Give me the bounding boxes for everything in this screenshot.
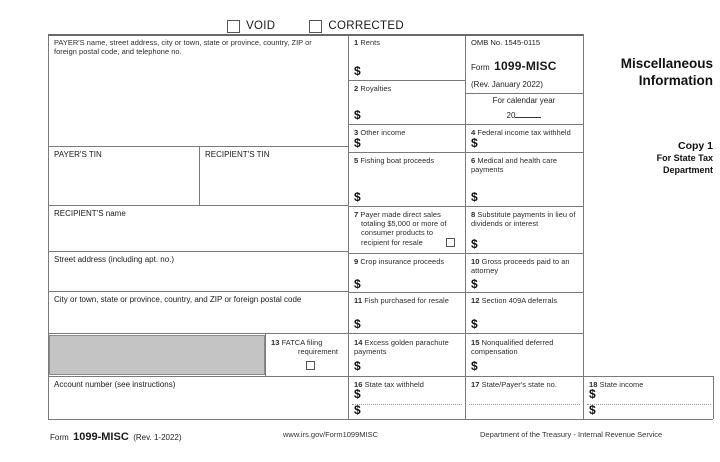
omb-number-label: OMB No. 1545-0115 [471, 38, 541, 47]
page-title [590, 55, 713, 89]
box-7-line-3: consumer products to [361, 228, 434, 238]
box-3-dollar-sign: $ [354, 136, 361, 150]
calendar-year-blank[interactable] [515, 109, 541, 118]
box-9-label: Crop insurance proceeds [360, 257, 445, 266]
void-checkbox[interactable] [227, 20, 240, 33]
box-10-gross-proceeds-attorney[interactable] [466, 254, 582, 292]
box-1-number: 1 [354, 38, 359, 47]
recipient-tin-label: RECIPIENT'S TIN [205, 150, 270, 159]
box-16-dollar-sign-1: $ [354, 387, 361, 401]
box-1-label: Rents [360, 38, 380, 47]
box-11-label: Fish purchased for resale [364, 296, 449, 305]
box-18-number: 18 [589, 380, 598, 389]
box-13-fatca-filing-requirement[interactable] [266, 335, 347, 375]
box-3-other-income[interactable] [349, 125, 464, 152]
box-16-number: 16 [354, 380, 363, 389]
box-15-dollar-sign: $ [471, 359, 478, 373]
box-5-fishing-boat-proceeds[interactable] [349, 153, 464, 205]
box-13-line-1: FATCA filing [281, 338, 323, 347]
form-word-label: Form [471, 63, 490, 72]
box-4-label: Federal income tax withheld [477, 128, 571, 137]
box-10-label: Gross proceeds paid to an attorney [471, 257, 570, 276]
omb-number-block [466, 35, 582, 55]
calendar-year-label: For calendar year [492, 96, 556, 105]
box-17-state-payer-state-no[interactable] [466, 377, 582, 419]
box-12-dollar-sign: $ [471, 317, 478, 331]
box-12-section-409a-deferrals[interactable] [466, 293, 582, 333]
box-18-state-income[interactable] [584, 377, 713, 419]
box-7-line-4: recipient for resale [361, 237, 423, 247]
copy-designation [590, 140, 713, 176]
payer-info-label: PAYER'S name, street address, city or town, state or province, country, ZIP or foreign postal code, and telephone no. [54, 38, 312, 57]
box-6-dollar-sign: $ [471, 190, 478, 204]
form-number-block [466, 57, 582, 87]
grid-line-city-bottom [48, 333, 348, 334]
box-17-divider [469, 404, 580, 405]
title-line-1: Miscellaneous [620, 56, 713, 71]
box-11-number: 11 [354, 296, 363, 305]
title-line-2: Information [638, 73, 713, 88]
account-number-field[interactable] [49, 377, 347, 419]
recipient-tin-field[interactable] [200, 147, 347, 204]
box-16-divider [352, 404, 462, 405]
box-17-label: State/Payer's state no. [481, 380, 557, 389]
box-15-nonqualified-deferred-compensation[interactable] [466, 335, 582, 375]
grid-divider-col3 [583, 34, 584, 419]
box-18-label: State income [599, 380, 644, 389]
box-7-line-2: totaling $5,000 or more of [361, 219, 447, 229]
box-1-dollar-sign: $ [354, 64, 361, 78]
box-8-number: 8 [471, 210, 476, 219]
grid-line-bottom [48, 419, 713, 420]
box-8-substitute-payments[interactable] [466, 207, 582, 252]
copy-sub-line-1: For State Tax [656, 153, 713, 163]
box-11-fish-purchased-for-resale[interactable] [349, 293, 464, 333]
box-4-federal-income-tax-withheld[interactable] [466, 125, 582, 152]
box-2-dollar-sign: $ [354, 108, 361, 122]
recipient-name-field[interactable] [49, 206, 347, 250]
payer-tin-label: PAYER'S TIN [54, 150, 102, 159]
box-3-label: Other income [360, 128, 406, 137]
shaded-reserved-area [49, 335, 265, 375]
box-18-dollar-sign-1: $ [589, 387, 596, 401]
city-state-zip-label: City or town, state or province, country, and ZIP or foreign postal code [54, 295, 302, 304]
footer-form-identifier [50, 427, 182, 445]
box-8-dollar-sign: $ [471, 237, 478, 251]
street-address-field[interactable] [49, 252, 347, 290]
form-number-label: 1099-MISC [494, 59, 557, 73]
corrected-checkbox-group[interactable] [309, 20, 404, 33]
footer-department-label: Department of the Treasury - Internal Revenue Service [480, 430, 663, 439]
box-2-number: 2 [354, 84, 359, 93]
recipient-name-label: RECIPIENT'S name [54, 209, 126, 218]
corrected-checkbox[interactable] [309, 20, 322, 33]
payer-tin-field[interactable] [49, 147, 199, 204]
box-15-number: 15 [471, 338, 480, 347]
void-label: VOID [246, 20, 276, 32]
box-1-rents[interactable] [349, 35, 464, 79]
box-4-number: 4 [471, 128, 476, 137]
footer-website-link[interactable]: www.irs.gov/Form1099MISC [283, 430, 379, 439]
box-5-label: Fishing boat proceeds [360, 156, 435, 165]
box-9-dollar-sign: $ [354, 277, 361, 291]
box-6-label: Medical and health care payments [471, 156, 558, 175]
box-16-label: State tax withheld [364, 380, 424, 389]
grid-line-omb-bottom [465, 93, 583, 94]
payer-info-block[interactable] [49, 35, 347, 145]
footer-form-word: Form [50, 433, 69, 442]
box-13-checkbox[interactable] [306, 361, 315, 370]
box-6-medical-health-care-payments[interactable] [466, 153, 582, 205]
box-7-number: 7 [354, 210, 359, 219]
void-checkbox-group[interactable] [227, 20, 275, 33]
box-16-state-tax-withheld[interactable] [349, 377, 464, 419]
box-10-dollar-sign: $ [471, 277, 478, 291]
calendar-year-block[interactable] [466, 96, 582, 120]
box-2-label: Royalties [360, 84, 392, 93]
street-address-label: Street address (including apt. no.) [54, 255, 175, 264]
box-9-number: 9 [354, 257, 359, 266]
footer-form-number: 1099-MISC [73, 431, 129, 443]
box-10-number: 10 [471, 257, 480, 266]
box-16-dollar-sign-2: $ [354, 403, 361, 417]
box-5-number: 5 [354, 156, 359, 165]
box-4-dollar-sign: $ [471, 136, 478, 150]
box-14-label: Excess golden parachute payments [354, 338, 449, 357]
corrected-label: CORRECTED [328, 20, 404, 32]
account-number-label: Account number (see instructions) [54, 380, 176, 389]
city-state-zip-field[interactable] [49, 292, 347, 332]
footer-form-revision: (Rev. 1-2022) [133, 433, 182, 442]
status-checkbox-bar [48, 18, 583, 34]
grid-border-right [713, 376, 714, 419]
box-14-dollar-sign: $ [354, 359, 361, 373]
box-18-divider [587, 404, 711, 405]
box-17-number: 17 [471, 380, 480, 389]
box-7-checkbox[interactable] [446, 238, 455, 247]
box-15-label: Nonqualified deferred compensation [471, 338, 554, 357]
box-8-label: Substitute payments in lieu of dividends or interest [471, 210, 576, 229]
box-13-line-2: requirement [298, 347, 338, 357]
copy-title: Copy 1 [677, 140, 713, 152]
box-9-crop-insurance-proceeds[interactable] [349, 254, 464, 292]
form-revision-label: (Rev. January 2022) [471, 80, 543, 89]
box-14-excess-golden-parachute[interactable] [349, 335, 464, 375]
box-13-number: 13 [271, 338, 280, 347]
box-5-dollar-sign: $ [354, 190, 361, 204]
grid-line-box11-bottom [348, 333, 583, 334]
box-14-number: 14 [354, 338, 363, 347]
calendar-year-prefix: 20 [506, 111, 516, 120]
box-12-number: 12 [471, 296, 480, 305]
box-6-number: 6 [471, 156, 476, 165]
box-18-dollar-sign-2: $ [589, 403, 596, 417]
box-7-direct-sales[interactable] [349, 207, 464, 252]
box-7-line-1: Payer made direct sales [360, 210, 441, 219]
box-2-royalties[interactable] [349, 81, 464, 123]
box-11-dollar-sign: $ [354, 317, 361, 331]
copy-sub-line-2: Department [662, 164, 713, 175]
box-12-label: Section 409A deferrals [481, 296, 558, 305]
box-3-number: 3 [354, 128, 359, 137]
